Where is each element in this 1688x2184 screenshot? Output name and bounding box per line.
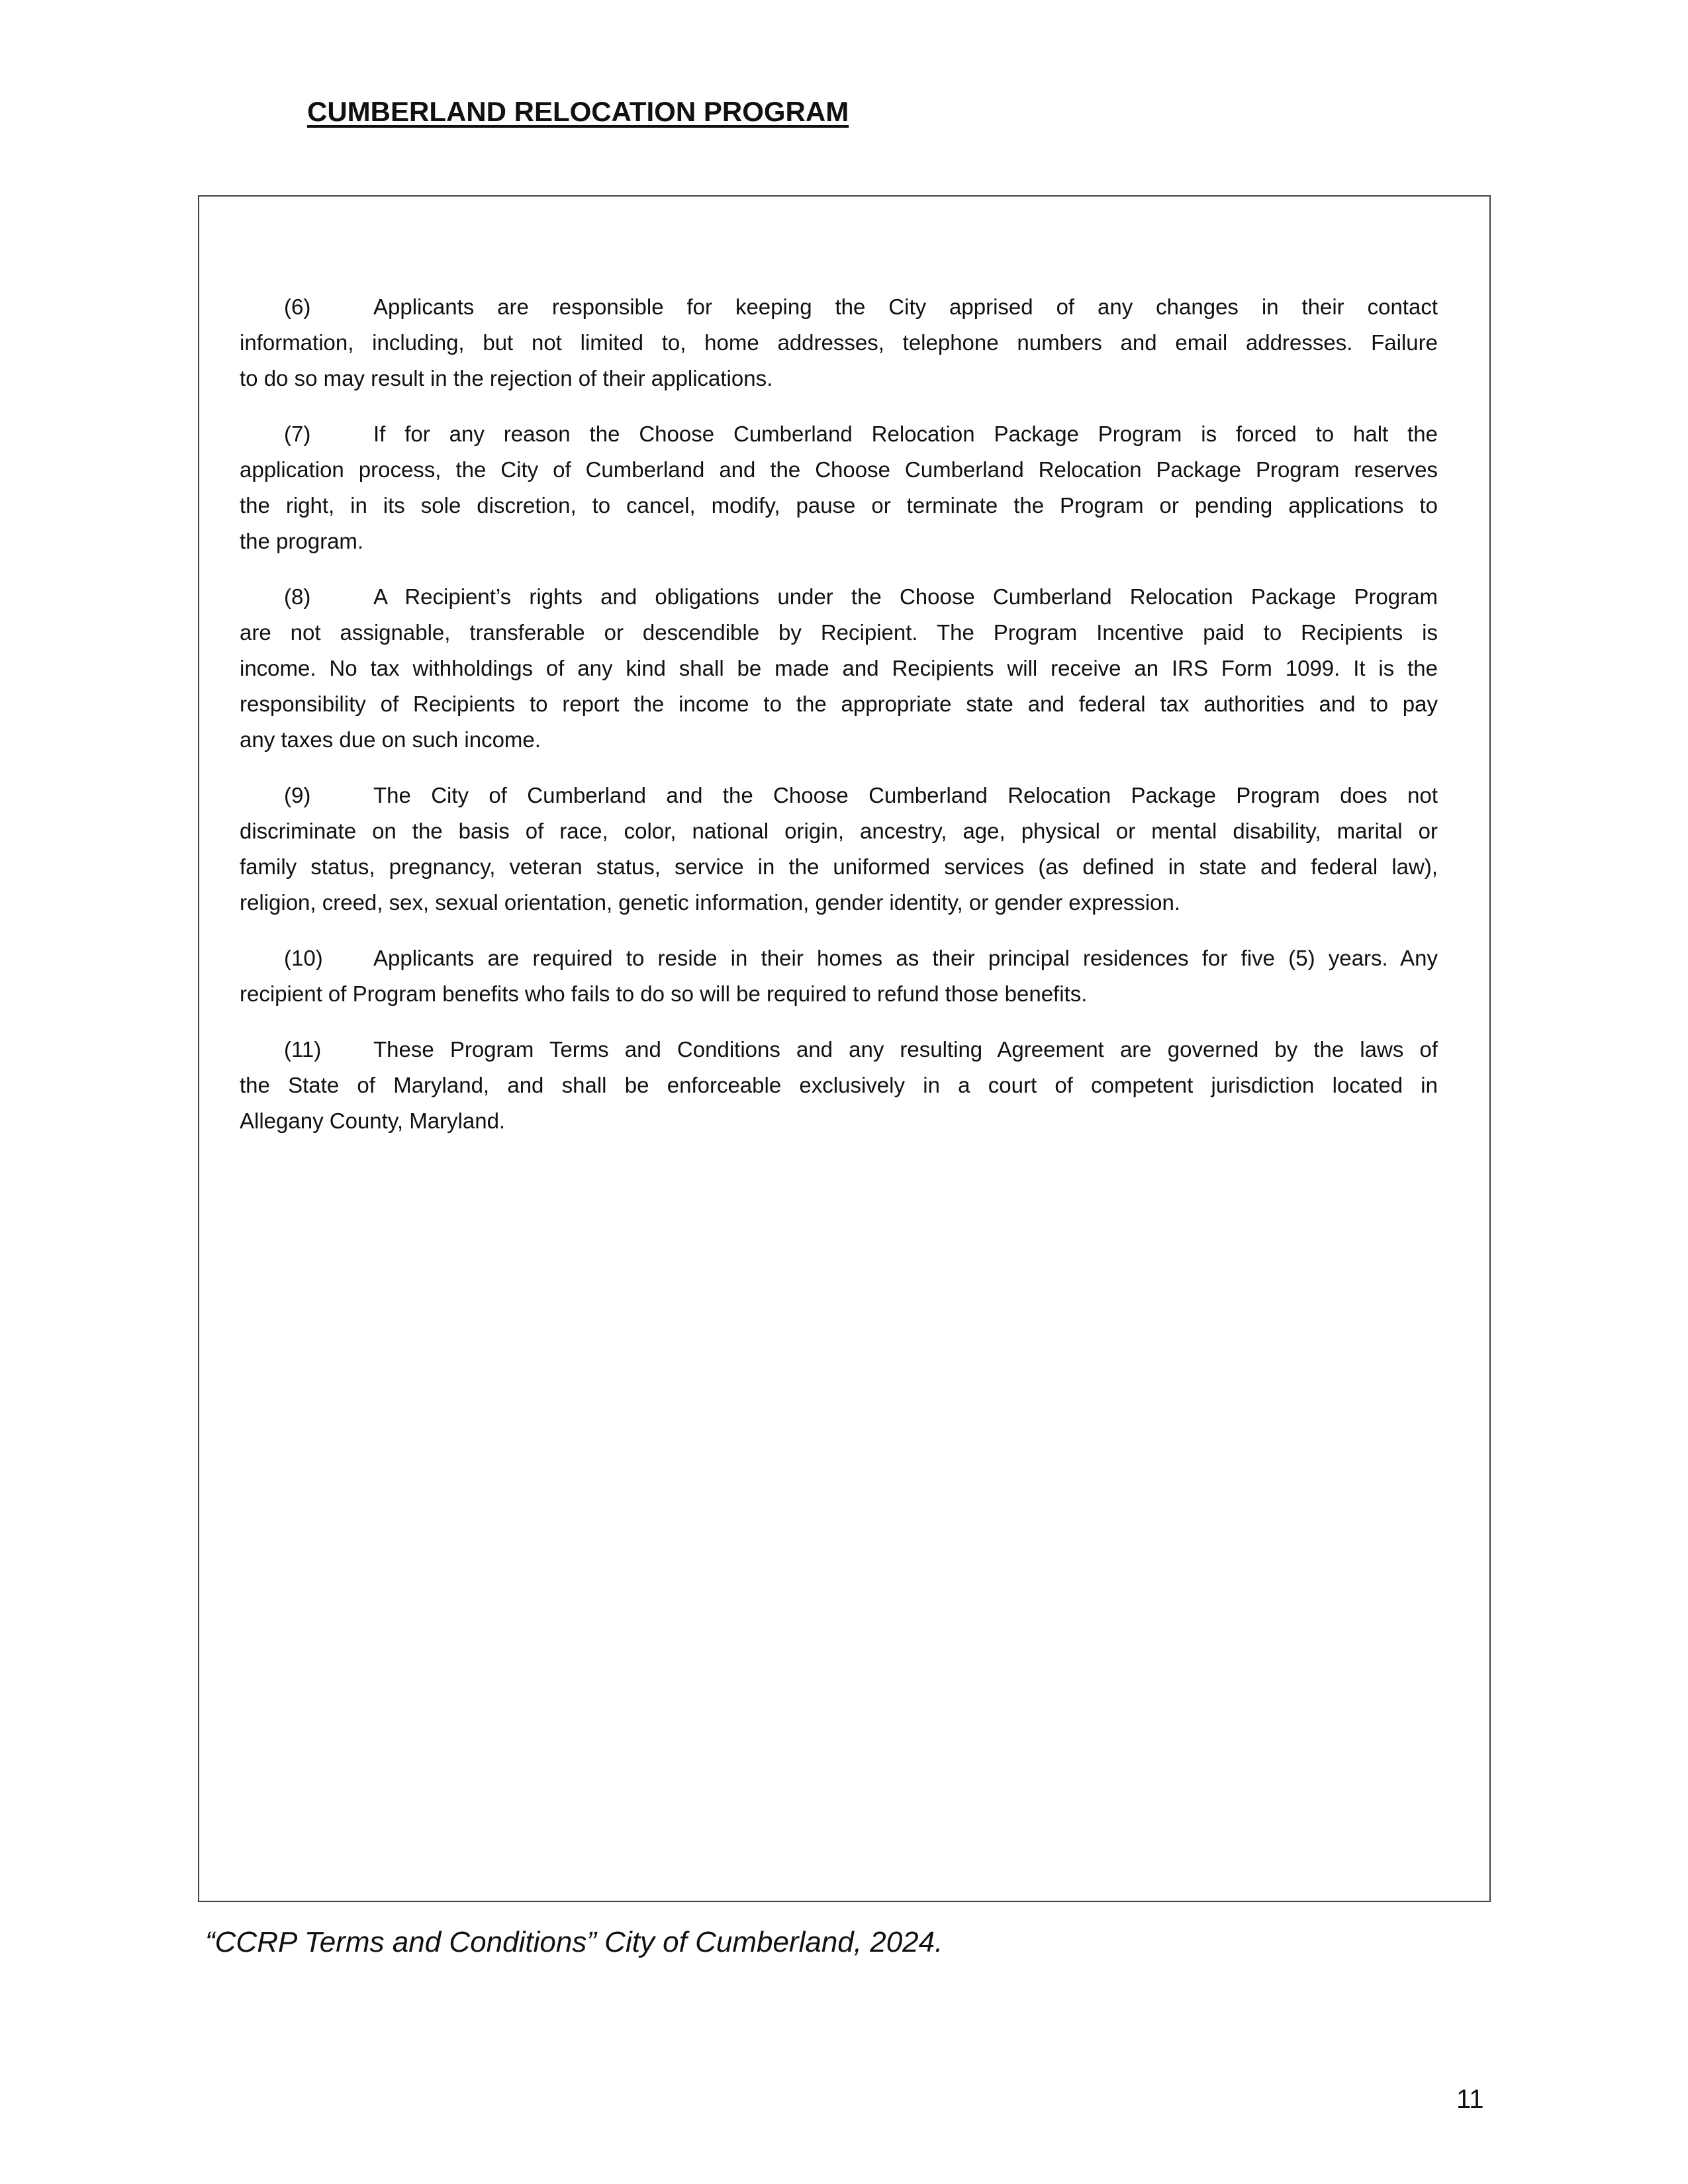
paragraph-line bbox=[240, 1103, 1438, 1139]
paragraph-text: If for any reason the Choose Cumberland Relocation Package Program is forced to halt the bbox=[373, 422, 1438, 446]
paragraph-text: Allegany County, Maryland. bbox=[240, 1109, 506, 1133]
paragraph-line bbox=[240, 488, 1438, 523]
terms-paragraph bbox=[240, 289, 1438, 396]
source-caption: “CCRP Terms and Conditions” City of Cumberland, 2024. bbox=[205, 1926, 943, 1958]
paragraph-line bbox=[240, 325, 1438, 361]
page-number: 11 bbox=[1456, 2085, 1484, 2114]
paragraph-line bbox=[240, 361, 1438, 396]
terms-content bbox=[240, 289, 1438, 1159]
paragraph-text: religion, creed, sex, sexual orientation, genetic information, gender identity, or gender expression. bbox=[240, 890, 1181, 915]
paragraph-line bbox=[240, 976, 1438, 1012]
paragraph-line bbox=[240, 452, 1438, 488]
paragraph-number: (7) bbox=[284, 422, 311, 446]
paragraph-text: responsibility of Recipients to report the income to the appropriate state and federal tax authorities and to pay bbox=[240, 692, 1438, 716]
paragraph-line bbox=[240, 1068, 1438, 1103]
paragraph-text: recipient of Program benefits who fails to do so will be required to refund those benefits. bbox=[240, 981, 1088, 1006]
terms-paragraph bbox=[240, 1032, 1438, 1139]
paragraph-text: income. No tax withholdings of any kind shall be made and Recipients will receive an IRS Form 1099. It is the bbox=[240, 656, 1438, 680]
paragraph-text: to do so may result in the rejection of their applications. bbox=[240, 366, 773, 390]
terms-box bbox=[198, 195, 1491, 1902]
paragraph-number: (9) bbox=[284, 783, 311, 807]
paragraph-text: A Recipient’s rights and obligations under the Choose Cumberland Relocation Package Program bbox=[373, 584, 1438, 609]
paragraph-line bbox=[240, 289, 1438, 325]
terms-paragraph bbox=[240, 940, 1438, 1012]
paragraph-line bbox=[240, 416, 1438, 452]
paragraph-line bbox=[240, 523, 1438, 559]
paragraph-number: (10) bbox=[284, 946, 323, 970]
paragraph-line bbox=[240, 615, 1438, 651]
paragraph-text: These Program Terms and Conditions and any resulting Agreement are governed by the laws of bbox=[373, 1037, 1438, 1062]
paragraph-line bbox=[240, 885, 1438, 921]
paragraph-text: application process, the City of Cumberland and the Choose Cumberland Relocation Package Program reserves bbox=[240, 457, 1438, 482]
paragraph-text: Applicants are responsible for keeping the City apprised of any changes in their contact bbox=[373, 295, 1438, 319]
paragraph-line bbox=[240, 940, 1438, 976]
paragraph-line bbox=[240, 579, 1438, 615]
paragraph-number: (6) bbox=[284, 295, 311, 319]
terms-paragraph bbox=[240, 416, 1438, 559]
paragraph-text: family status, pregnancy, veteran status, service in the uniformed services (as defined in state and federal law), bbox=[240, 854, 1438, 879]
paragraph-line bbox=[240, 651, 1438, 686]
paragraph-text: Applicants are required to reside in their homes as their principal residences for five (5) years. Any bbox=[373, 946, 1438, 970]
paragraph-text: are not assignable, transferable or descendible by Recipient. The Program Incentive paid to Recipients is bbox=[240, 620, 1438, 645]
terms-paragraph bbox=[240, 778, 1438, 921]
document-title: CUMBERLAND RELOCATION PROGRAM bbox=[307, 96, 849, 127]
paragraph-text: the State of Maryland, and shall be enforceable exclusively in a court of competent jurisdiction located in bbox=[240, 1073, 1438, 1097]
paragraph-text: the right, in its sole discretion, to cancel, modify, pause or terminate the Program or pending applications to bbox=[240, 493, 1438, 518]
paragraph-line bbox=[240, 686, 1438, 722]
paragraph-number: (11) bbox=[284, 1037, 322, 1062]
paragraph-number: (8) bbox=[284, 584, 311, 609]
paragraph-line bbox=[240, 778, 1438, 813]
paragraph-line bbox=[240, 849, 1438, 885]
terms-paragraph bbox=[240, 579, 1438, 758]
paragraph-line bbox=[240, 813, 1438, 849]
paragraph-text: discriminate on the basis of race, color, national origin, ancestry, age, physical or mental disability, marital or bbox=[240, 819, 1438, 843]
paragraph-text: any taxes due on such income. bbox=[240, 727, 541, 752]
paragraph-text: the program. bbox=[240, 529, 364, 553]
paragraph-line bbox=[240, 722, 1438, 758]
paragraph-line bbox=[240, 1032, 1438, 1068]
paragraph-text: information, including, but not limited to, home addresses, telephone numbers and email addresses. Failure bbox=[240, 330, 1438, 355]
paragraph-text: The City of Cumberland and the Choose Cumberland Relocation Package Program does not bbox=[373, 783, 1438, 807]
